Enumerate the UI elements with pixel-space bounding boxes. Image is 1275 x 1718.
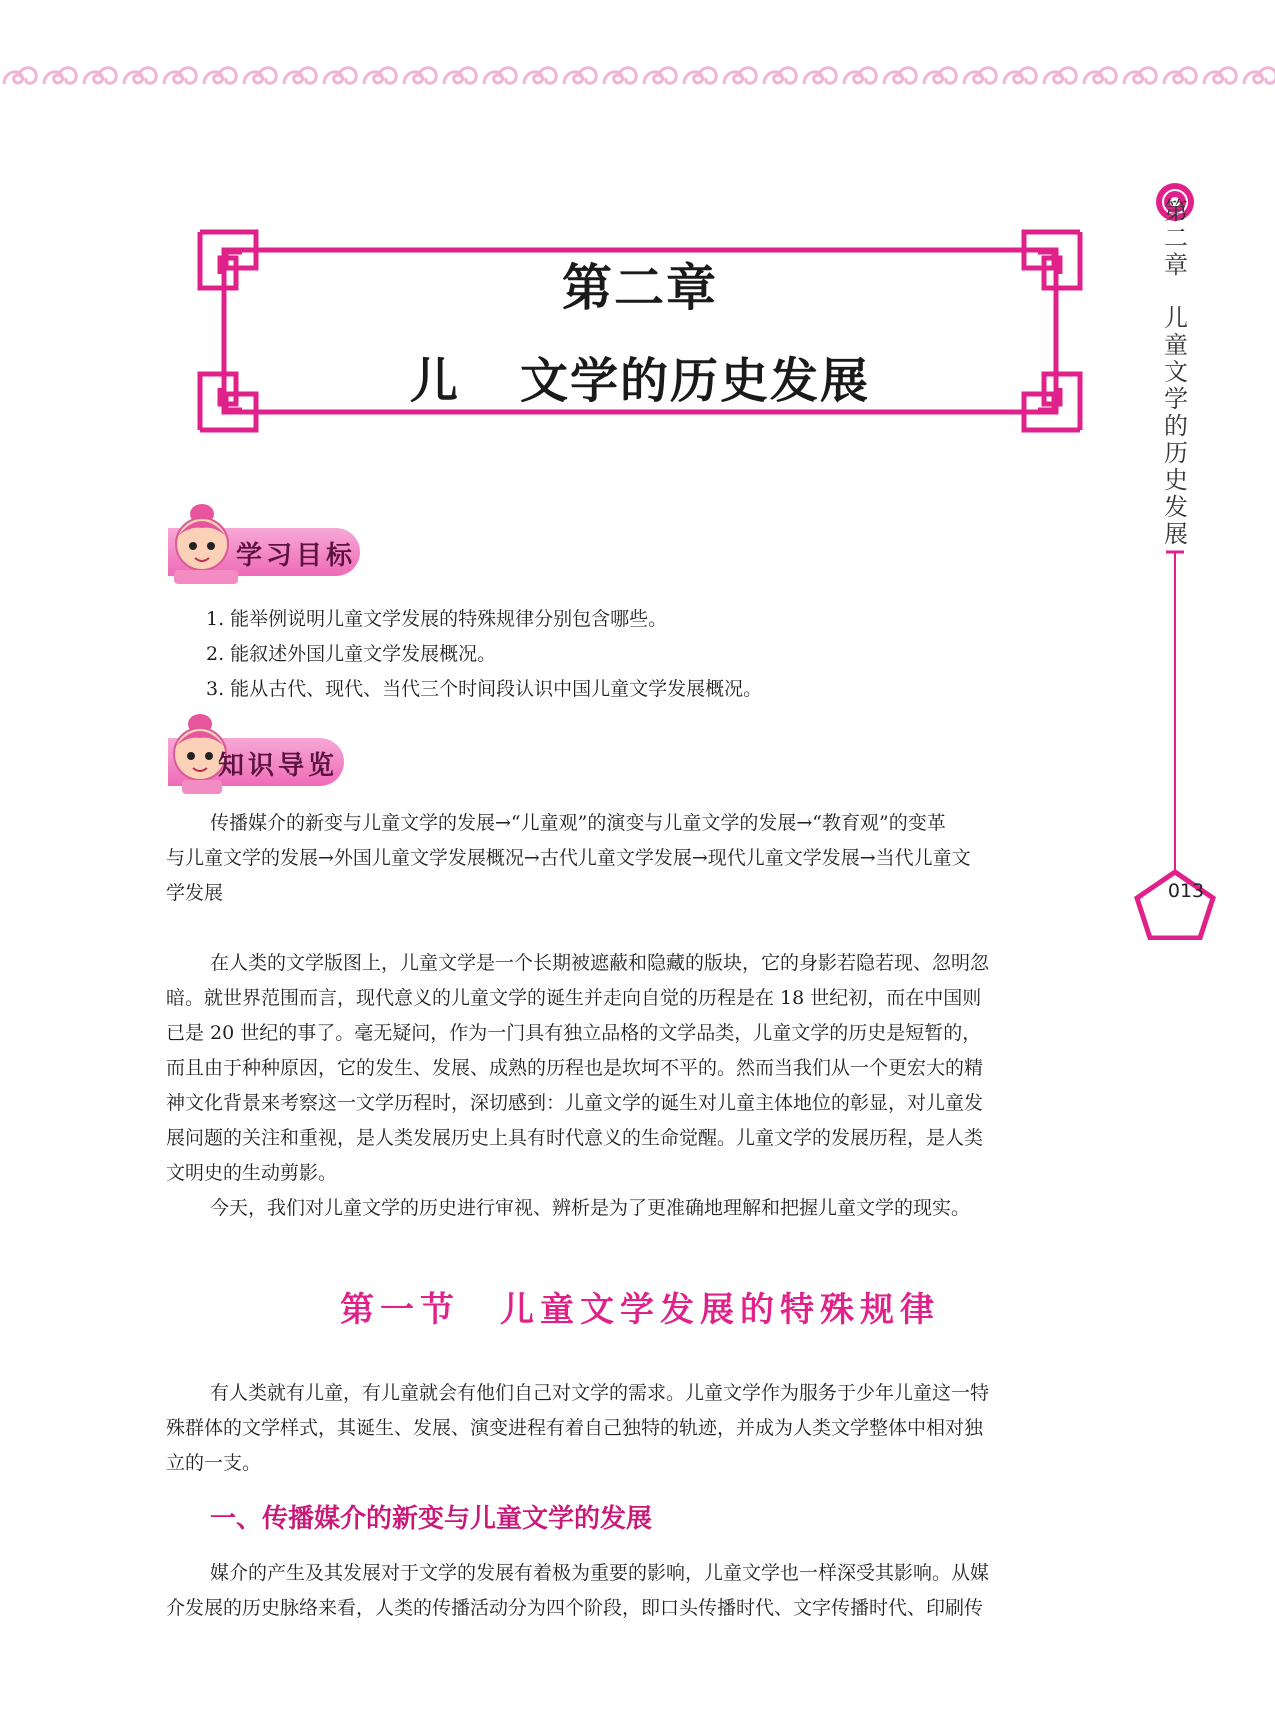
- side-char: 文: [1164, 358, 1188, 386]
- text-line: 学发展: [166, 882, 224, 904]
- side-char: 学: [1164, 385, 1188, 413]
- section-paragraph: [166, 1376, 1108, 1481]
- text-line: 传播媒介的新变与儿童文学的发展→“儿童观”的演变与儿童文学的发展→“教育观”的变革: [210, 812, 946, 834]
- chapter-title-part1: 儿: [409, 353, 460, 409]
- section-title: 第一节 儿童文学发展的特殊规律: [340, 1290, 940, 1330]
- text-line: 文明史的生动剪影。: [166, 1162, 338, 1184]
- text-line: 有人类就有儿童，有儿童就会有他们自己对文学的需求。儿童文学作为服务于少年儿童这一特: [210, 1382, 990, 1404]
- text-line: 在人类的文学版图上，儿童文学是一个长期被遮蔽和隐藏的版块，它的身影若隐若现、忽明忽: [210, 952, 990, 974]
- intro-paragraph: [166, 946, 1108, 1226]
- top-decorative-border: [0, 58, 1275, 98]
- chapter-title: [196, 342, 1084, 411]
- subsection-title: 一、传播媒介的新变与儿童文学的发展: [210, 1504, 653, 1534]
- list-item: 1. 能举例说明儿童文学发展的特殊规律分别包含哪些。: [206, 608, 668, 630]
- chapter-title-part2: 文学的历史发展: [520, 353, 871, 409]
- side-char: 童: [1164, 331, 1188, 359]
- side-char: 史: [1164, 466, 1188, 494]
- list-item: 3. 能从古代、现代、当代三个时间段认识中国儿童文学发展概况。: [206, 678, 763, 700]
- learning-goals-heading: 学习目标: [236, 541, 357, 571]
- text-line: 展问题的关注和重视，是人类发展历史上具有时代意义的生命觉醒。儿童文学的发展历程，是人类: [166, 1127, 984, 1149]
- side-tab-title: [1162, 305, 1190, 548]
- text-line: 暗。就世界范围而言，现代意义的儿童文学的诞生并走向自觉的历程是在 18 世纪初，而在中国则: [166, 987, 982, 1009]
- side-char: 儿: [1164, 304, 1188, 332]
- text-line: 今天，我们对儿童文学的历史进行审视、辨析是为了更准确地理解和把握儿童文学的现实。: [210, 1197, 971, 1219]
- side-char: 二: [1164, 224, 1188, 252]
- side-char: 发: [1164, 493, 1188, 521]
- section-paragraph: [166, 1556, 1108, 1626]
- text-line: 立的一支。: [166, 1452, 262, 1474]
- chapter-number: 第二章: [562, 259, 718, 317]
- text-line: 而且由于种种原因，它的发生、发展、成熟的历程也是坎坷不平的。然而当我们从一个更宏大的精: [166, 1057, 984, 1079]
- list-item: 2. 能叙述外国儿童文学发展概况。: [206, 643, 497, 665]
- side-tab-chapter: [1162, 198, 1190, 279]
- side-char: 的: [1164, 412, 1188, 440]
- side-char: 历: [1164, 439, 1188, 467]
- page-number: 013: [1167, 880, 1205, 902]
- text-line: 殊群体的文学样式，其诞生、发展、演变进程有着自己独特的轨迹，并成为人类文学整体中相对独: [166, 1417, 984, 1439]
- text-line: 神文化背景来考察这一文学历程时，深切感到：儿童文学的诞生对儿童主体地位的彰显，对儿童发: [166, 1092, 984, 1114]
- side-char: 第: [1164, 197, 1188, 225]
- side-char: 章: [1164, 251, 1188, 279]
- side-char: 展: [1164, 520, 1188, 548]
- text-line: 与儿童文学的发展→外国儿童文学发展概况→古代儿童文学发展→现代儿童文学发展→当代儿童文: [166, 847, 971, 869]
- side-tab-decoration: [1130, 180, 1240, 940]
- text-line: 媒介的产生及其发展对于文学的发展有着极为重要的影响，儿童文学也一样深受其影响。从媒: [210, 1562, 990, 1584]
- text-line: 介发展的历史脉络来看，人类的传播活动分为四个阶段，即口头传播时代、文字传播时代、印刷传: [166, 1597, 984, 1619]
- knowledge-overview-heading: 知识导览: [218, 751, 339, 781]
- text-line: 已是 20 世纪的事了。毫无疑问，作为一门具有独立品格的文学品类，儿童文学的历史是短暂的，: [166, 1022, 982, 1044]
- knowledge-overview-text: [166, 806, 1108, 911]
